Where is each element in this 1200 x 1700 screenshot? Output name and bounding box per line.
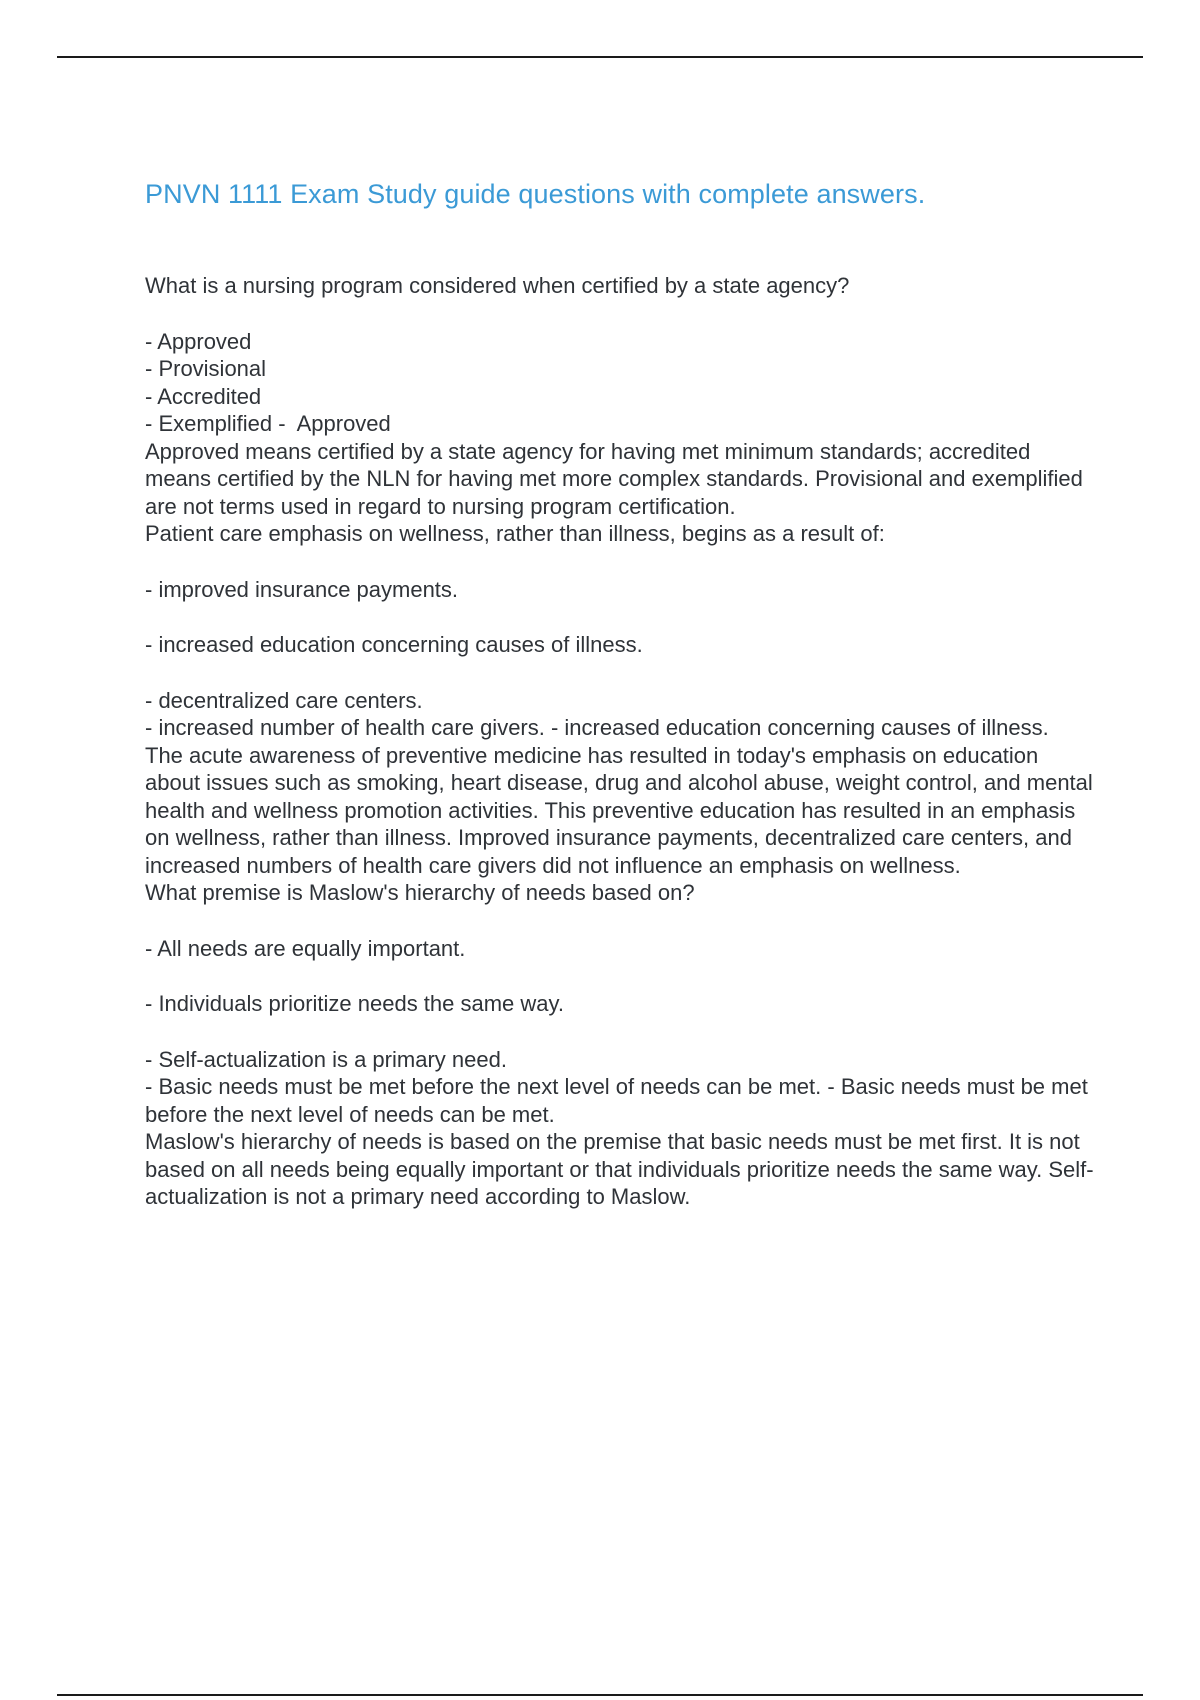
q1-option: - Provisional xyxy=(145,356,267,381)
question-1: What is a nursing program considered when certified by a state agency? xyxy=(145,273,850,298)
question-2-rationale: The acute awareness of preventive medicine has resulted in today's emphasis on education about issues such as smoking, heart disease, drug and alcohol abuse, weight control, and mental health and wellness promotion activities. This preventive education has resulted in an emphasis on wellness, rather than illness. Improved insurance payments, decentralized care centers, and increased numbers of health care givers did not influence an emphasis on wellness. xyxy=(145,742,1093,878)
q2-option: - increased education concerning causes of illness. xyxy=(145,632,643,657)
document-body xyxy=(145,174,1095,1211)
question-3-rationale: Maslow's hierarchy of needs is based on the premise that basic needs must be met first. It is not based on all needs being equally important or that individuals prioritize needs the same way. Self-actualization is not a primary need according to Maslow. xyxy=(145,1129,1094,1209)
q2-option: - improved insurance payments. xyxy=(145,576,459,602)
question-3: What premise is Maslow's hierarchy of needs based on? xyxy=(145,880,695,905)
question-2: Patient care emphasis on wellness, rather than illness, begins as a result of: xyxy=(145,521,885,546)
q1-option: - Accredited xyxy=(145,383,262,409)
question-1-options xyxy=(145,328,1095,438)
q1-option-with-answer: - Exemplified - Approved xyxy=(145,411,391,436)
header-rule xyxy=(57,56,1143,58)
q3-option: - Self-actualization is a primary need. xyxy=(145,1046,507,1072)
q2-option: - decentralized care centers. xyxy=(145,687,423,713)
q2-option-with-answer: - increased number of health care givers. - increased education concerning causes of illness. xyxy=(145,715,1049,740)
question-1-rationale: Approved means certified by a state agency for having met minimum standards; accredited means certified by the NLN for having met more complex standards. Provisional and exemplified are not terms used in regard to nursing program certification. xyxy=(145,438,1083,519)
footer-rule xyxy=(57,1694,1143,1696)
q3-option-with-answer: - Basic needs must be met before the next level of needs can be met. - Basic needs must be met before the next level of needs can be met. xyxy=(145,1074,1088,1127)
q3-option: - Individuals prioritize needs the same way. xyxy=(145,991,565,1016)
q3-option: - All needs are equally important. xyxy=(145,935,466,961)
document-title: PNVN 1111 Exam Study guide questions with complete answers. xyxy=(145,179,926,209)
q1-option: - Approved xyxy=(145,328,252,354)
